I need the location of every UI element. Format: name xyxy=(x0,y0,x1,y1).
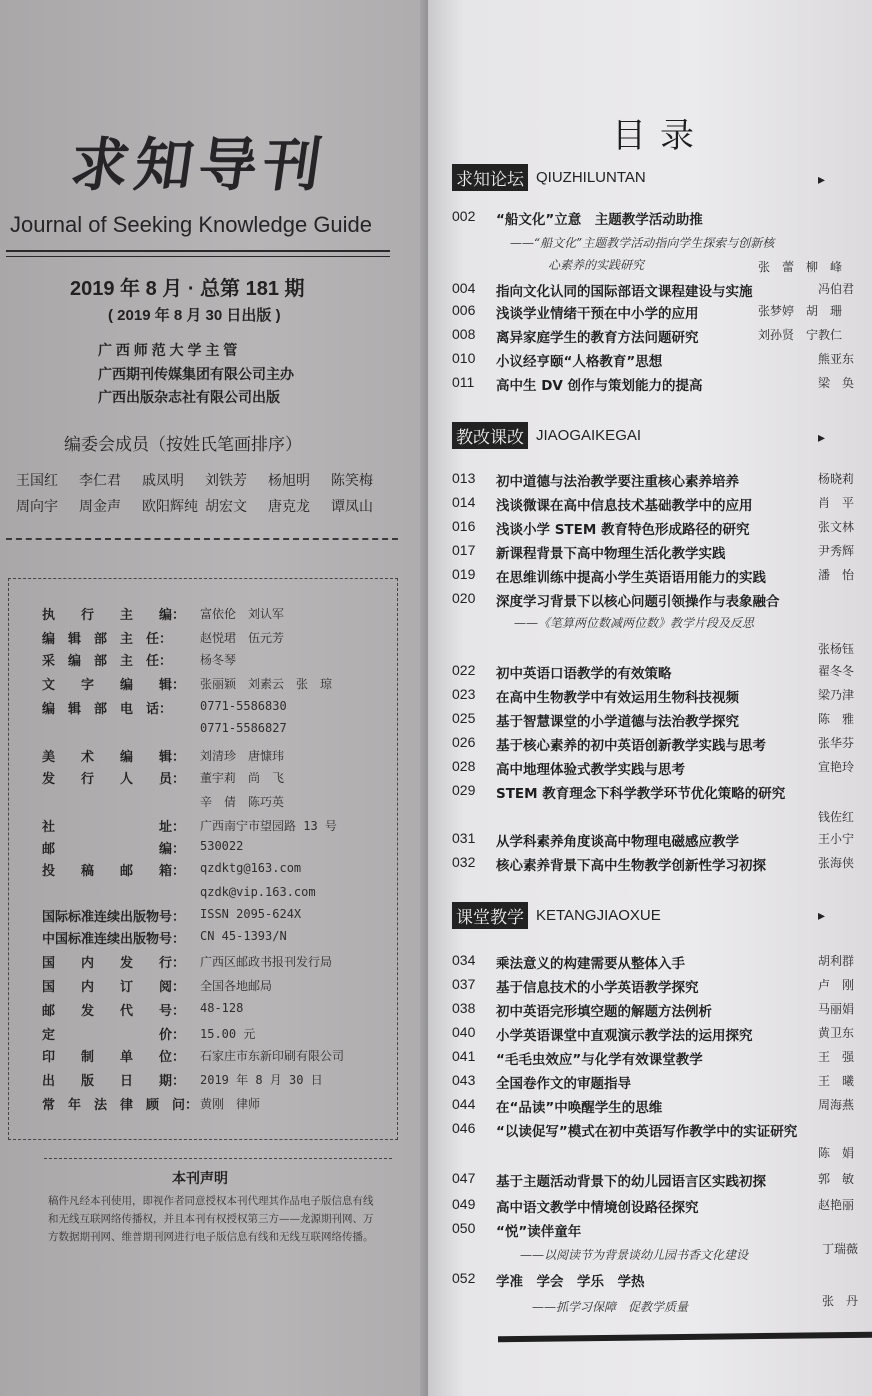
info-value: 刘清珍 唐慷玮 xyxy=(200,749,285,763)
toc-article-title: 浅谈小学 STEM 教育特色形成路径的研究 xyxy=(496,522,750,538)
toc-author: 张杨钰 xyxy=(818,642,855,656)
section-divider xyxy=(6,538,398,540)
toc-entry[interactable] xyxy=(452,976,860,1000)
toc-author: 宣艳玲 xyxy=(818,760,855,774)
toc-page-number: 052 xyxy=(452,1270,476,1286)
toc-page-number: 037 xyxy=(452,976,476,992)
section-title-cn: 教改课改 xyxy=(452,422,528,449)
member-name: 杨旭明 xyxy=(268,473,310,489)
info-value: 杨冬琴 xyxy=(200,653,237,667)
toc-author: 马丽娟 xyxy=(818,1002,855,1016)
info-value: 黄刚 律师 xyxy=(200,1097,261,1111)
toc-page-number: 006 xyxy=(452,302,476,318)
toc-entry[interactable] xyxy=(452,302,860,326)
toc-article-title: 在思维训练中提高小学生英语语用能力的实践 xyxy=(496,570,766,586)
toc-author: 胡利群 xyxy=(818,954,855,968)
toc-page-number: 008 xyxy=(452,326,476,342)
masthead-rule xyxy=(6,250,390,252)
info-value: 530022 xyxy=(200,839,244,853)
toc-author: 冯伯君 xyxy=(818,282,855,296)
section-header-qiuzhiluntan xyxy=(452,164,646,191)
info-label: 印 制 单 位： xyxy=(42,1050,186,1065)
toc-page-number: 020 xyxy=(452,590,476,606)
toc-author: 陈 娟 xyxy=(818,1146,855,1160)
member-name: 陈笑梅 xyxy=(331,473,373,489)
toc-author: 杨晓莉 xyxy=(818,472,855,486)
info-value: 富依伦 刘认军 xyxy=(200,607,285,621)
toc-entry[interactable] xyxy=(452,1072,860,1096)
toc-author: 潘 怡 xyxy=(818,568,855,582)
toc-page-number: 040 xyxy=(452,1024,476,1040)
section-title-cn: 课堂教学 xyxy=(452,902,528,929)
toc-author: 丁瑞薇 xyxy=(822,1242,859,1256)
toc-page-number: 047 xyxy=(452,1170,476,1186)
section-arrow-icon: ▸ xyxy=(818,908,826,924)
toc-entry[interactable] xyxy=(452,1270,860,1294)
toc-page-number: 019 xyxy=(452,566,476,582)
info-value: qzdktg@163.com xyxy=(200,861,302,875)
toc-page-number: 013 xyxy=(452,470,476,486)
info-value: 辛 倩 陈巧英 xyxy=(200,795,285,809)
info-label: 国 内 订 阅： xyxy=(42,980,186,995)
toc-subtitle: ——抓学习保障 促教学质量 xyxy=(532,1300,689,1314)
member-name: 戚凤明 xyxy=(142,473,184,489)
member-name: 刘铁芳 xyxy=(205,473,247,489)
toc-article-title: 乘法意义的构建需要从整体入手 xyxy=(496,956,685,972)
toc-author: 梁乃津 xyxy=(818,688,855,702)
toc-entry[interactable] xyxy=(452,470,860,494)
toc-entry[interactable] xyxy=(452,830,860,854)
notice-title: 本刊声明 xyxy=(172,1171,228,1187)
info-label: 美 术 编 辑： xyxy=(42,750,186,765)
toc-article-title: 初中英语口语教学的有效策略 xyxy=(496,666,672,682)
toc-page-number: 025 xyxy=(452,710,476,726)
toc-article-title: 初中道德与法治教学要注重核心素养培养 xyxy=(496,474,739,490)
toc-page-number: 041 xyxy=(452,1048,476,1064)
toc-page-number: 016 xyxy=(452,518,476,534)
toc-author: 张 蕾 柳 峰 xyxy=(758,260,843,274)
toc-article-title: “悦”读伴童年 xyxy=(496,1224,582,1240)
toc-page-number: 023 xyxy=(452,686,476,702)
info-label: 采 编 部 主 任： xyxy=(42,654,173,669)
member-name: 谭凤山 xyxy=(331,499,373,515)
toc-entry[interactable] xyxy=(452,350,860,374)
toc-author: 张梦婷 胡 珊 xyxy=(758,304,843,318)
publisher-sponsor: 广西期刊传媒集团有限公司主办 xyxy=(98,366,294,382)
toc-page-number: 029 xyxy=(452,782,476,798)
toc-author: 翟冬冬 xyxy=(818,664,855,678)
member-name: 李仁君 xyxy=(79,473,121,489)
editorial-members-row-1 xyxy=(16,470,394,490)
info-label: 编 辑 部 电 话： xyxy=(42,702,173,717)
info-value: 董宇莉 尚 飞 xyxy=(200,771,285,785)
toc-article-title: 深度学习背景下以核心问题引领操作与表象融合 xyxy=(496,594,780,610)
info-value: 48-128 xyxy=(200,1001,244,1015)
info-label: 国 内 发 行： xyxy=(42,956,186,971)
toc-entry[interactable] xyxy=(452,710,860,734)
toc-entry[interactable] xyxy=(452,542,860,566)
publisher-issuer: 广西出版杂志社有限公司出版 xyxy=(98,389,280,405)
toc-author: 张 丹 xyxy=(822,1294,859,1308)
toc-article-title: 初中英语完形填空题的解题方法例析 xyxy=(496,1004,712,1020)
toc-entry[interactable] xyxy=(452,374,860,398)
member-name: 唐克龙 xyxy=(268,499,310,515)
info-label: 国际标准连续出版物号： xyxy=(42,910,186,925)
toc-article-title: 在高中生物教学中有效运用生物科技视频 xyxy=(496,690,739,706)
editorial-members-row-2 xyxy=(16,496,394,516)
toc-entry[interactable] xyxy=(452,590,860,614)
toc-article-title: 小议经亨颐“人格教育”思想 xyxy=(496,354,663,370)
toc-author: 熊亚东 xyxy=(818,352,855,366)
section-arrow-icon: ▸ xyxy=(818,172,826,188)
info-value: 0771-5586827 xyxy=(200,721,287,735)
toc-author: 黄卫东 xyxy=(818,1026,855,1040)
toc-page-number: 043 xyxy=(452,1072,476,1088)
toc-entry[interactable] xyxy=(452,686,860,710)
toc-article-title: 浅谈学业情绪干预在中小学的应用 xyxy=(496,306,699,322)
toc-page-number: 026 xyxy=(452,734,476,750)
toc-article-title: 基于智慧课堂的小学道德与法治教学探究 xyxy=(496,714,739,730)
journal-english-title: Journal of Seeking Knowledge Guide xyxy=(10,212,373,237)
section-title-en: KETANGJIAOXUE xyxy=(536,907,661,924)
toc-entry[interactable] xyxy=(452,1196,860,1220)
toc-entry[interactable] xyxy=(452,494,860,518)
info-value: 2019 年 8 月 30 日 xyxy=(200,1073,323,1087)
info-label: 中国标准连续出版物号： xyxy=(42,932,186,947)
section-title-en: QIUZHILUNTAN xyxy=(536,169,646,186)
issue-line: 2019 年 8 月 · 总第 181 期 xyxy=(70,278,305,300)
toc-article-title: 新课程背景下高中物理生活化教学实践 xyxy=(496,546,726,562)
info-value: 石家庄市东新印刷有限公司 xyxy=(200,1049,345,1063)
info-value: 张丽颖 刘素云 张 琼 xyxy=(200,677,333,691)
toc-article-title: 核心素养背景下高中生物教学创新性学习初探 xyxy=(496,858,766,874)
toc-entry[interactable] xyxy=(452,208,860,232)
toc-author: 卢 刚 xyxy=(818,978,855,992)
info-value: 15.00 元 xyxy=(200,1027,256,1041)
notice-text: 稿件凡经本刊使用，即视作者同意授权本刊代理其作品电子版信息有线和无线互联网络传播权，并且本刊有权授权第三方——龙源期刊网、万方数据期刊网、维普期刊网进行电子版信息有线和无线互联网络传播。 xyxy=(48,1195,374,1243)
info-label: 执 行 主 编： xyxy=(42,608,186,623)
toc-entry[interactable] xyxy=(452,1120,860,1144)
info-value: 0771-5586830 xyxy=(200,699,287,713)
toc-subtitle: 心素养的实践研究 xyxy=(548,258,645,272)
member-name: 王国红 xyxy=(16,473,58,489)
toc-author: 肖 平 xyxy=(818,496,855,510)
info-value: 赵悦珺 伍元芳 xyxy=(200,631,285,645)
toc-article-title: STEM 教育理念下科学教学环节优化策略的研究 xyxy=(496,786,786,802)
info-label: 投 稿 邮 箱： xyxy=(42,864,186,879)
toc-article-title: 浅谈微课在高中信息技术基础教学中的应用 xyxy=(496,498,753,514)
info-label: 发 行 人 员： xyxy=(42,772,186,787)
toc-article-title: 基于核心素养的初中英语创新教学实践与思考 xyxy=(496,738,766,754)
toc-author: 王 强 xyxy=(818,1050,855,1064)
info-value: 广西南宁市望园路 13 号 xyxy=(200,819,337,833)
toc-author: 王小宁 xyxy=(818,832,855,846)
member-name: 胡宏文 xyxy=(205,499,247,515)
toc-page-number: 017 xyxy=(452,542,476,558)
toc-page-number: 049 xyxy=(452,1196,476,1212)
toc-article-title: 基于主题活动背景下的幼儿园语言区实践初探 xyxy=(496,1174,766,1190)
toc-author: 钱佐红 xyxy=(818,810,855,824)
editorial-board-title: 编委会成员（按姓氏笔画排序） xyxy=(64,435,302,455)
toc-article-title: “船文化”立意 主题教学活动助推 xyxy=(496,212,703,228)
toc-article-title: “毛毛虫效应”与化学有效课堂教学 xyxy=(496,1052,703,1068)
toc-article-title: 高中语文教学中情境创设路径探究 xyxy=(496,1200,699,1216)
toc-title: 目录 xyxy=(612,116,708,156)
toc-entry[interactable] xyxy=(452,1170,860,1194)
toc-entry[interactable] xyxy=(452,326,860,350)
toc-entry[interactable] xyxy=(452,1048,860,1072)
toc-page-number: 044 xyxy=(452,1096,476,1112)
toc-article-title: 小学英语课堂中直观演示教学法的运用探究 xyxy=(496,1028,753,1044)
toc-page-number: 004 xyxy=(452,280,476,296)
info-label: 文 字 编 辑： xyxy=(42,678,186,693)
toc-author: 刘孙贤 宁教仁 xyxy=(758,328,843,342)
toc-entry[interactable] xyxy=(452,1024,860,1048)
toc-entry[interactable] xyxy=(452,518,860,542)
publisher-supervisor: 广 西 师 范 大 学 主 管 xyxy=(98,342,238,358)
toc-author: 郭 敏 xyxy=(818,1172,855,1186)
toc-subtitle: ——以阅读节为背景谈幼儿园书香文化建设 xyxy=(520,1248,749,1262)
journal-masthead: 求知导刊 xyxy=(66,131,332,199)
info-label: 常 年 法 律 顾 问： xyxy=(42,1098,199,1113)
toc-page-number: 011 xyxy=(452,374,475,390)
toc-entry[interactable] xyxy=(452,1096,860,1120)
toc-entry[interactable] xyxy=(452,782,860,806)
toc-article-title: 学准 学会 学乐 学热 xyxy=(496,1274,645,1290)
info-label: 编 辑 部 主 任： xyxy=(42,632,173,647)
info-label: 定 价： xyxy=(42,1028,186,1043)
toc-entry[interactable] xyxy=(452,1220,860,1244)
member-name: 周金声 xyxy=(79,499,121,515)
toc-author: 周海燕 xyxy=(818,1098,855,1112)
toc-page-number: 014 xyxy=(452,494,476,510)
toc-article-title: 离异家庭学生的教育方法问题研究 xyxy=(496,330,699,346)
toc-article-title: 基于信息技术的小学英语教学探究 xyxy=(496,980,699,996)
issue-date: ( 2019 年 8 月 30 日出版 ) xyxy=(108,307,281,324)
masthead-rule-thin xyxy=(6,256,390,257)
member-name: 周向宇 xyxy=(16,499,58,515)
toc-page-number: 050 xyxy=(452,1220,476,1236)
toc-page-number: 034 xyxy=(452,952,476,968)
toc-page-number: 032 xyxy=(452,854,476,870)
toc-article-title: “以读促写”模式在初中英语写作教学中的实证研究 xyxy=(496,1124,798,1140)
info-label: 邮 发 代 号： xyxy=(42,1004,186,1019)
info-value: 广西区邮政书报刊发行局 xyxy=(200,955,333,969)
toc-article-title: 从学科素养角度谈高中物理电磁感应教学 xyxy=(496,834,739,850)
toc-author: 张华芬 xyxy=(818,736,855,750)
info-value: qzdk@vip.163.com xyxy=(200,885,316,899)
info-value: CN 45-1393/N xyxy=(200,929,287,943)
left-page xyxy=(0,0,428,1396)
info-label: 出 版 日 期： xyxy=(42,1074,186,1089)
toc-author: 梁 奂 xyxy=(818,376,855,390)
toc-entry[interactable] xyxy=(452,566,860,590)
toc-page-number: 028 xyxy=(452,758,476,774)
section-title-en: JIAOGAIKEGAI xyxy=(536,427,642,444)
toc-entry[interactable] xyxy=(452,280,860,304)
toc-author: 王 曦 xyxy=(818,1074,855,1088)
toc-article-title: 全国卷作文的审题指导 xyxy=(496,1076,631,1092)
toc-entry[interactable] xyxy=(452,758,860,782)
member-name: 欧阳辉纯 xyxy=(142,499,198,515)
info-label: 邮 编： xyxy=(42,842,186,857)
toc-author: 张文林 xyxy=(818,520,855,534)
toc-author: 陈 雅 xyxy=(818,712,855,726)
toc-article-title: 高中生 DV 创作与策划能力的提高 xyxy=(496,378,703,394)
info-value: ISSN 2095-624X xyxy=(200,907,302,921)
toc-author: 张海侠 xyxy=(818,856,855,870)
section-header-jiaogaikegai xyxy=(452,422,641,449)
toc-author: 赵艳丽 xyxy=(818,1198,855,1212)
toc-subtitle: ——“船文化”主题教学活动指向学生探索与创新核 xyxy=(510,236,775,250)
toc-entry[interactable] xyxy=(452,952,860,976)
toc-page-number: 031 xyxy=(452,830,476,846)
toc-author: 尹秀辉 xyxy=(818,544,855,558)
section-arrow-icon: ▸ xyxy=(818,430,826,446)
toc-article-title: 在“品读”中唤醒学生的思维 xyxy=(496,1100,663,1116)
toc-page-number: 002 xyxy=(452,208,476,224)
toc-page-number: 010 xyxy=(452,350,476,366)
toc-subtitle: ——《笔算两位数减两位数》教学片段及反思 xyxy=(514,616,755,630)
toc-page-number: 022 xyxy=(452,662,476,678)
toc-page-number: 038 xyxy=(452,1000,476,1016)
section-title-cn: 求知论坛 xyxy=(452,164,528,191)
toc-entry[interactable] xyxy=(452,1000,860,1024)
toc-entry[interactable] xyxy=(452,734,860,758)
toc-entry[interactable] xyxy=(452,854,860,878)
info-label: 社 址： xyxy=(42,820,186,835)
toc-entry[interactable] xyxy=(452,662,860,686)
section-header-ketangjiaoxue xyxy=(452,902,661,929)
toc-article-title: 高中地理体验式教学实践与思考 xyxy=(496,762,685,778)
toc-article-title: 指向文化认同的国际部语文课程建设与实施 xyxy=(496,284,753,300)
toc-page-number: 046 xyxy=(452,1120,476,1136)
info-value: 全国各地邮局 xyxy=(200,979,273,993)
